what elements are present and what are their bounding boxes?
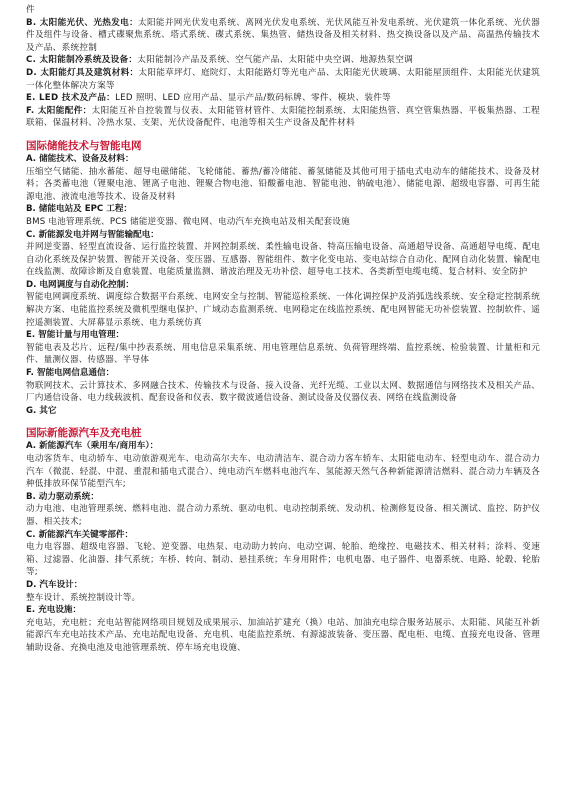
item-heading: D. 电网调度与自动化控制： xyxy=(26,279,134,290)
item-text: LED 照明、LED 应用产品、显示产品/数码标牌、零件、模块、装件等 xyxy=(115,93,392,104)
item-text: 智能电网调度系统、调度综合数据平台系统、电网安全与控制、智能巡检系统、一体化调控保护及消弧选线系统、安全稳定控制系统解决方案、电能监控系统及微机型继电保护、广域动态监测系统、电网稳定在线监控系统、配电网智能无功补偿装置、控制软件、遥控遥测装置、大屏幕显示系统、电力系统仿真 xyxy=(26,292,540,328)
item-heading: F. 智能电网信息通信： xyxy=(26,368,115,379)
item-heading: C. 新能源汽车关键零部件： xyxy=(26,529,134,540)
ev-section xyxy=(26,426,540,654)
item-text: 太阳能并网光伏发电系统、离网光伏发电系统、光伏风能互补发电系统、光伏建筑一体化系统、光伏器件及组件与设备、槽式碟聚焦系统、塔式系统、碟式系统、集热管、储热设备及相关材料、热交换设备以及产品、高温热传输技术及产品、系统控制 xyxy=(26,17,540,53)
item-text: 电力电容器、超级电容器、飞轮、逆变器、电热泵、电动助力转向、电动空调、轮胎、绝缘控、电磁技术、相关材料；涂料、变速箱、过滤器、化油器、排气系统；车桥、转向、制动、悬挂系统；车身用附件；电机电器、电子器件、电器系统、电路、轮毂、轮胎等; xyxy=(26,542,540,578)
solar-item-c xyxy=(26,54,540,67)
item-heading: C. 新能源发电并网与智能输配电： xyxy=(26,229,159,240)
item-heading: G. 其它 xyxy=(26,405,57,416)
item-text: 太阳能草坪灯、庭院灯、太阳能路灯等光电产品、太阳能光伏玻璃、太阳能屋顶组件、太阳能光伏建筑一体化整体解决方案等 xyxy=(26,67,540,91)
item-text: 动力电池、电池管理系统、燃料电池、混合动力系统、驱动电机、电动控制系统、发动机、检测修复设备、相关测试、监控、防护仪器、相关技术; xyxy=(26,504,540,527)
item-text: BMS 电池管理系统、PCS 储能逆变器、微电网、电动汽车充换电站及相关配套设施 xyxy=(26,216,350,227)
item-heading: B. 储能电站及 EPC 工程： xyxy=(26,204,133,215)
item-heading: B. 动力驱动系统： xyxy=(26,491,99,502)
item-heading: D. 太阳能灯具及建筑材料： xyxy=(26,67,139,78)
storage-section xyxy=(26,139,540,417)
solar-section-continued xyxy=(26,4,540,130)
item-heading: F. 太阳能配件： xyxy=(26,105,92,116)
item-heading: E. LED 技术及产品： xyxy=(26,93,116,104)
item-heading: D. 汽车设计： xyxy=(26,579,83,590)
item-text: 整车设计、系统控制设计等。 xyxy=(26,592,141,603)
section-title: 国际新能源汽车及充电桩 xyxy=(26,427,142,440)
item-heading: A. 新能源汽车（乘用车/商用车）： xyxy=(26,441,159,452)
item-text: 智能电表及芯片、远程/集中抄表系统、用电信息采集系统、用电管理信息系统、负荷管理终端、监控系统、检验装置、计量柜和元件、量测仪器、传感器、半导体 xyxy=(26,342,540,366)
item-text: 并网逆变器、轻型直流设备、运行监控装置、并网控制系统、柔性输电设备、特高压输电设备、高通超导设备、高通超导电缆、配电自动化系统及保护装置、智能开关设备、变压器、互感器、智能组件、数字化变电站、变电站综合自动化、配网自动化装置、输配电在线监测、故障诊断及自愈装置、电能质量监测、谐波治理及无功补偿、超导电工技术、各类新型电缆电缆、复合材料、安全防护 xyxy=(26,242,540,278)
item-heading: E. 智能计量与用电管理： xyxy=(26,330,125,341)
item-text: 物联网技术、云计算技术、多网融合技术、传输技术与设备、接入设备、光纤光缆、工业以太网、数据通信与网络技术及相关产品、厂内通信设备、电力线载波机、配套设备和仪表、数字微波通信设备、测试设备及仪器仪表、网络在线监测设备 xyxy=(26,380,540,404)
item-heading: B. 太阳能光伏、光热发电： xyxy=(26,17,139,28)
item-text: 太阳能制冷产品及系统、空气能产品、太阳能中央空调、地源热泵空调 xyxy=(137,55,414,66)
solar-item-e xyxy=(26,92,540,105)
section-title: 国际储能技术与智能电网 xyxy=(26,139,142,152)
item-heading: A. 储能技术、设备及材料： xyxy=(26,153,134,164)
solar-item-f xyxy=(26,105,540,130)
fragment-text: 件 xyxy=(26,5,35,15)
item-heading: E. 充电设施： xyxy=(26,605,82,616)
item-text: 太阳能互补自控装置与仪表、太阳能管材管件、太阳能控制系统、太阳能热管、真空管集热器、平板集热器、工程联箱、保温材料、冷热水泵、支架、光伏设备配件、电池等相关生产设备及配件材料 xyxy=(26,105,540,129)
item-text: 电动客货车、电动轿车、电动旅游观光车、电动高尔夫车、电动清洁车、混合动力客车轿车、太阳能电动车、轻型电动车、混合动力汽车（微混、轻混、中混、重混和插电式混合）、纯电动汽车燃料电池汽车、氢能源天然气各种新能源清洁燃料、混合动力车辆及各种低排放环保节能型汽车; xyxy=(26,454,540,490)
item-text: 压缩空气储能、抽水蓄能、超导电磁储能、飞轮储能、蓄热/蓄冷储能、蓄氢储能及其他可用于插电式电动车的储能技术、设备及材料；各类蓄电池（锂聚电池、锂离子电池、锂聚合物电池、铅酸蓄电池、智能电池、钠硫电池）、储能电源、超级电容器、可再生能源电池、液流电池等技术、设备及材料 xyxy=(26,166,540,202)
solar-item-b xyxy=(26,17,540,55)
item-text: 充电站，充电桩；充电站智能网络项目规划及成果展示、加油站扩建充（换）电站、加油充电综合服务站展示、太阳能、风能互补新能源汽车充电站技术产品、充电站配电设备、充电机、电能监控系统、有源滤波装备、变压器、配电柜、电缆、直接充电设备、管理辅助设备、充换电池及电池管理系统、停车场充电设施、 xyxy=(26,617,540,653)
solar-item-d xyxy=(26,67,540,92)
item-heading: C. 太阳能制冷系统及设备： xyxy=(26,55,138,66)
